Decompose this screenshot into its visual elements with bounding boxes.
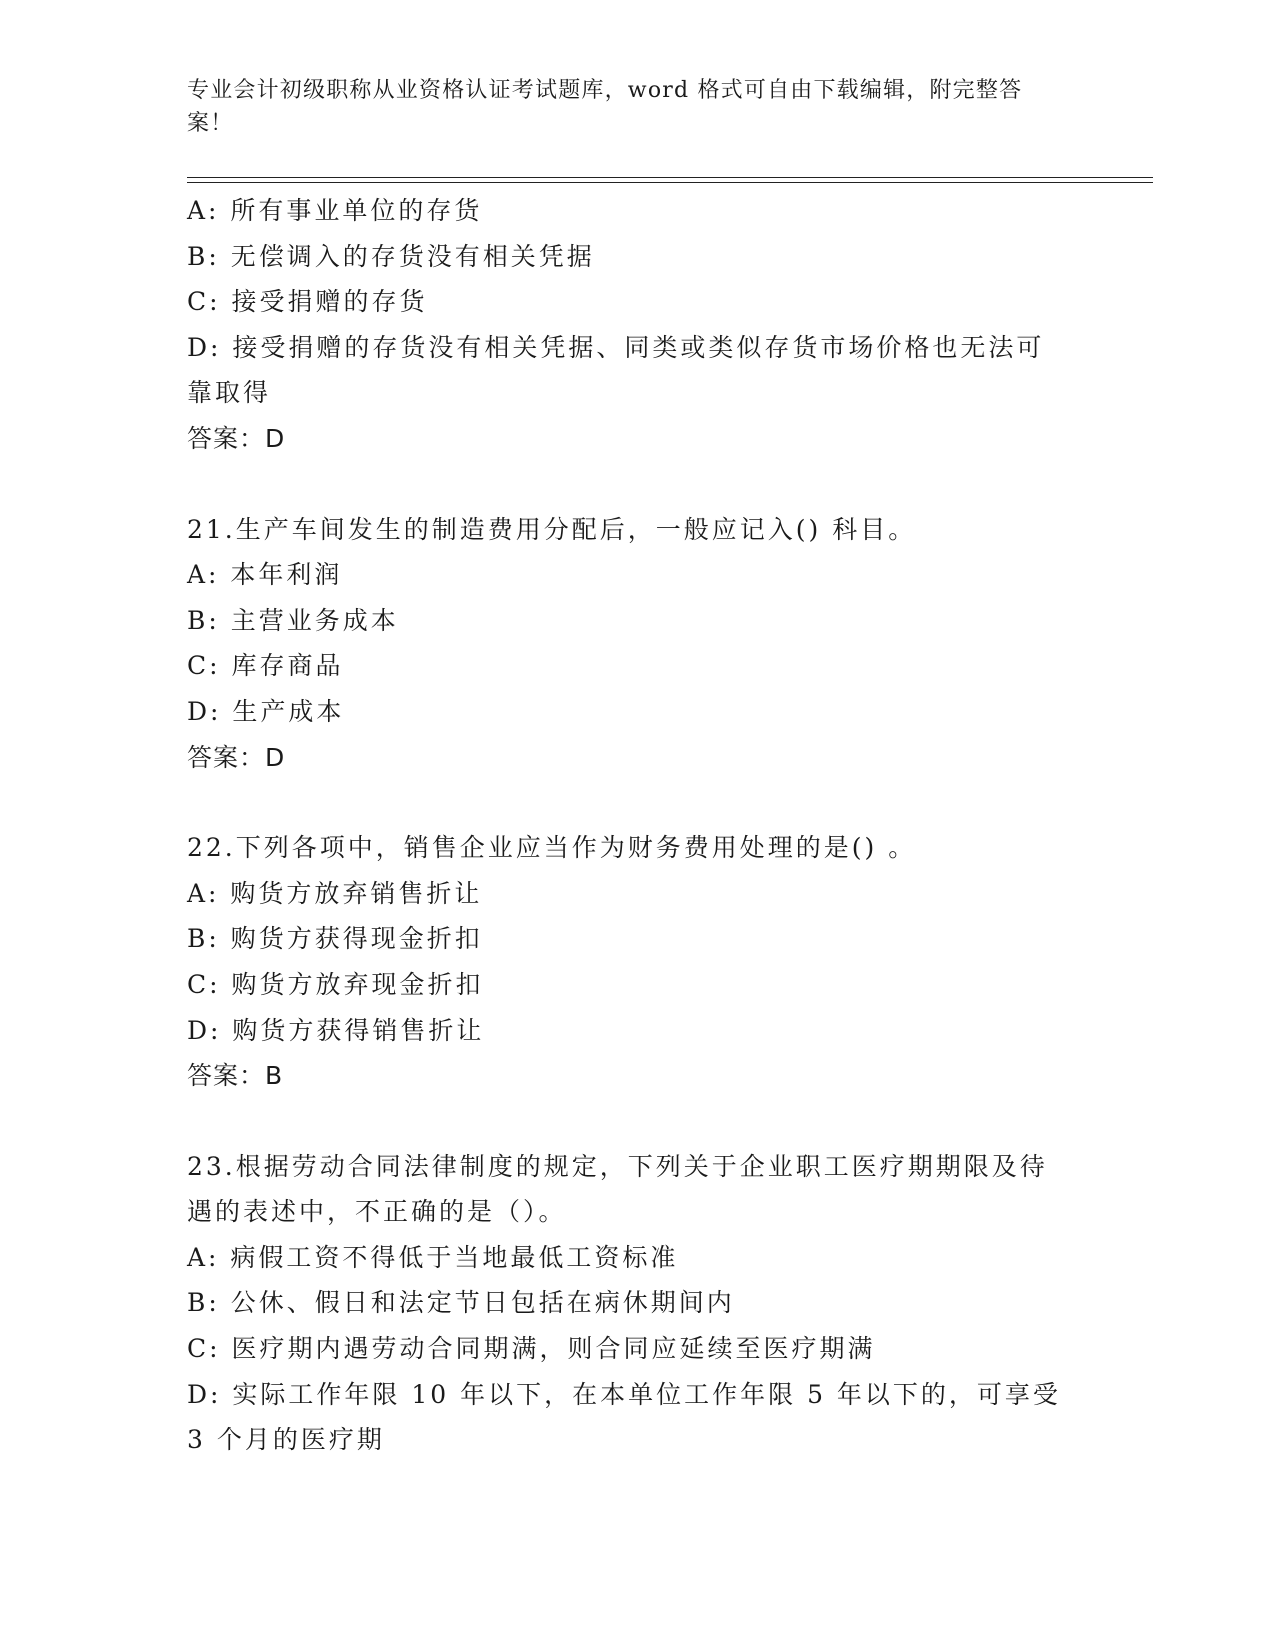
- question-text: 21.生产车间发生的制造费用分配后，一般应记入() 科目。: [187, 514, 917, 544]
- question-text: 22.下列各项中，销售企业应当作为财务费用处理的是() 。: [187, 833, 917, 863]
- question-23: [187, 1144, 1087, 1463]
- question-text: 23.根据劳动合同法律制度的规定，下列关于企业职工医疗期期限及待: [187, 1151, 1048, 1181]
- option-b: B: 无偿调入的存货没有相关凭据: [187, 241, 595, 271]
- option-d: D: 实际工作年限 10 年以下，在本单位工作年限 5 年以下的，可享受: [187, 1379, 1061, 1409]
- option-c: C: 医疗期内遇劳动合同期满，则合同应延续至医疗期满: [187, 1334, 876, 1364]
- answer: 答案：D: [187, 742, 286, 772]
- option-d: D: 购货方获得销售折让: [187, 1015, 485, 1045]
- option-c: C: 库存商品: [187, 651, 344, 681]
- option-d: D: 接受捐赠的存货没有相关凭据、同类或类似存货市场价格也无法可: [187, 332, 1045, 362]
- option-a: A: 所有事业单位的存货: [187, 196, 483, 225]
- document-header: [187, 74, 1067, 140]
- option-b: B: 购货方获得现金折扣: [187, 924, 483, 954]
- header-line-1: 专业会计初级职称从业资格认证考试题库，word 格式可自由下载编辑，附完整答: [187, 78, 1023, 103]
- option-d-continued: 3 个月的医疗期: [187, 1425, 385, 1455]
- option-a: A: 本年利润: [187, 560, 343, 590]
- option-b: B: 公休、假日和法定节日包括在病休期间内: [187, 1288, 735, 1318]
- question-22: [187, 825, 1087, 1099]
- option-c: C: 接受捐赠的存货: [187, 287, 428, 317]
- option-d: D: 生产成本: [187, 696, 345, 726]
- option-c: C: 购货方放弃现金折扣: [187, 969, 484, 999]
- option-a: A: 购货方放弃销售折让: [187, 878, 483, 908]
- option-b: B: 主营业务成本: [187, 605, 399, 635]
- answer: 答案：B: [187, 1061, 284, 1091]
- header-line-2: 案！: [187, 111, 234, 136]
- header-divider-top: [187, 177, 1153, 178]
- question-20-options: [187, 188, 1087, 462]
- document-body: [187, 188, 1087, 1463]
- question-text-continued: 遇的表述中，不正确的是（）。: [187, 1197, 567, 1227]
- question-21: [187, 507, 1087, 781]
- option-d-continued: 靠取得: [187, 378, 272, 408]
- option-a: A: 病假工资不得低于当地最低工资标准: [187, 1242, 679, 1272]
- header-divider-bottom: [187, 182, 1153, 183]
- answer: 答案：D: [187, 423, 286, 453]
